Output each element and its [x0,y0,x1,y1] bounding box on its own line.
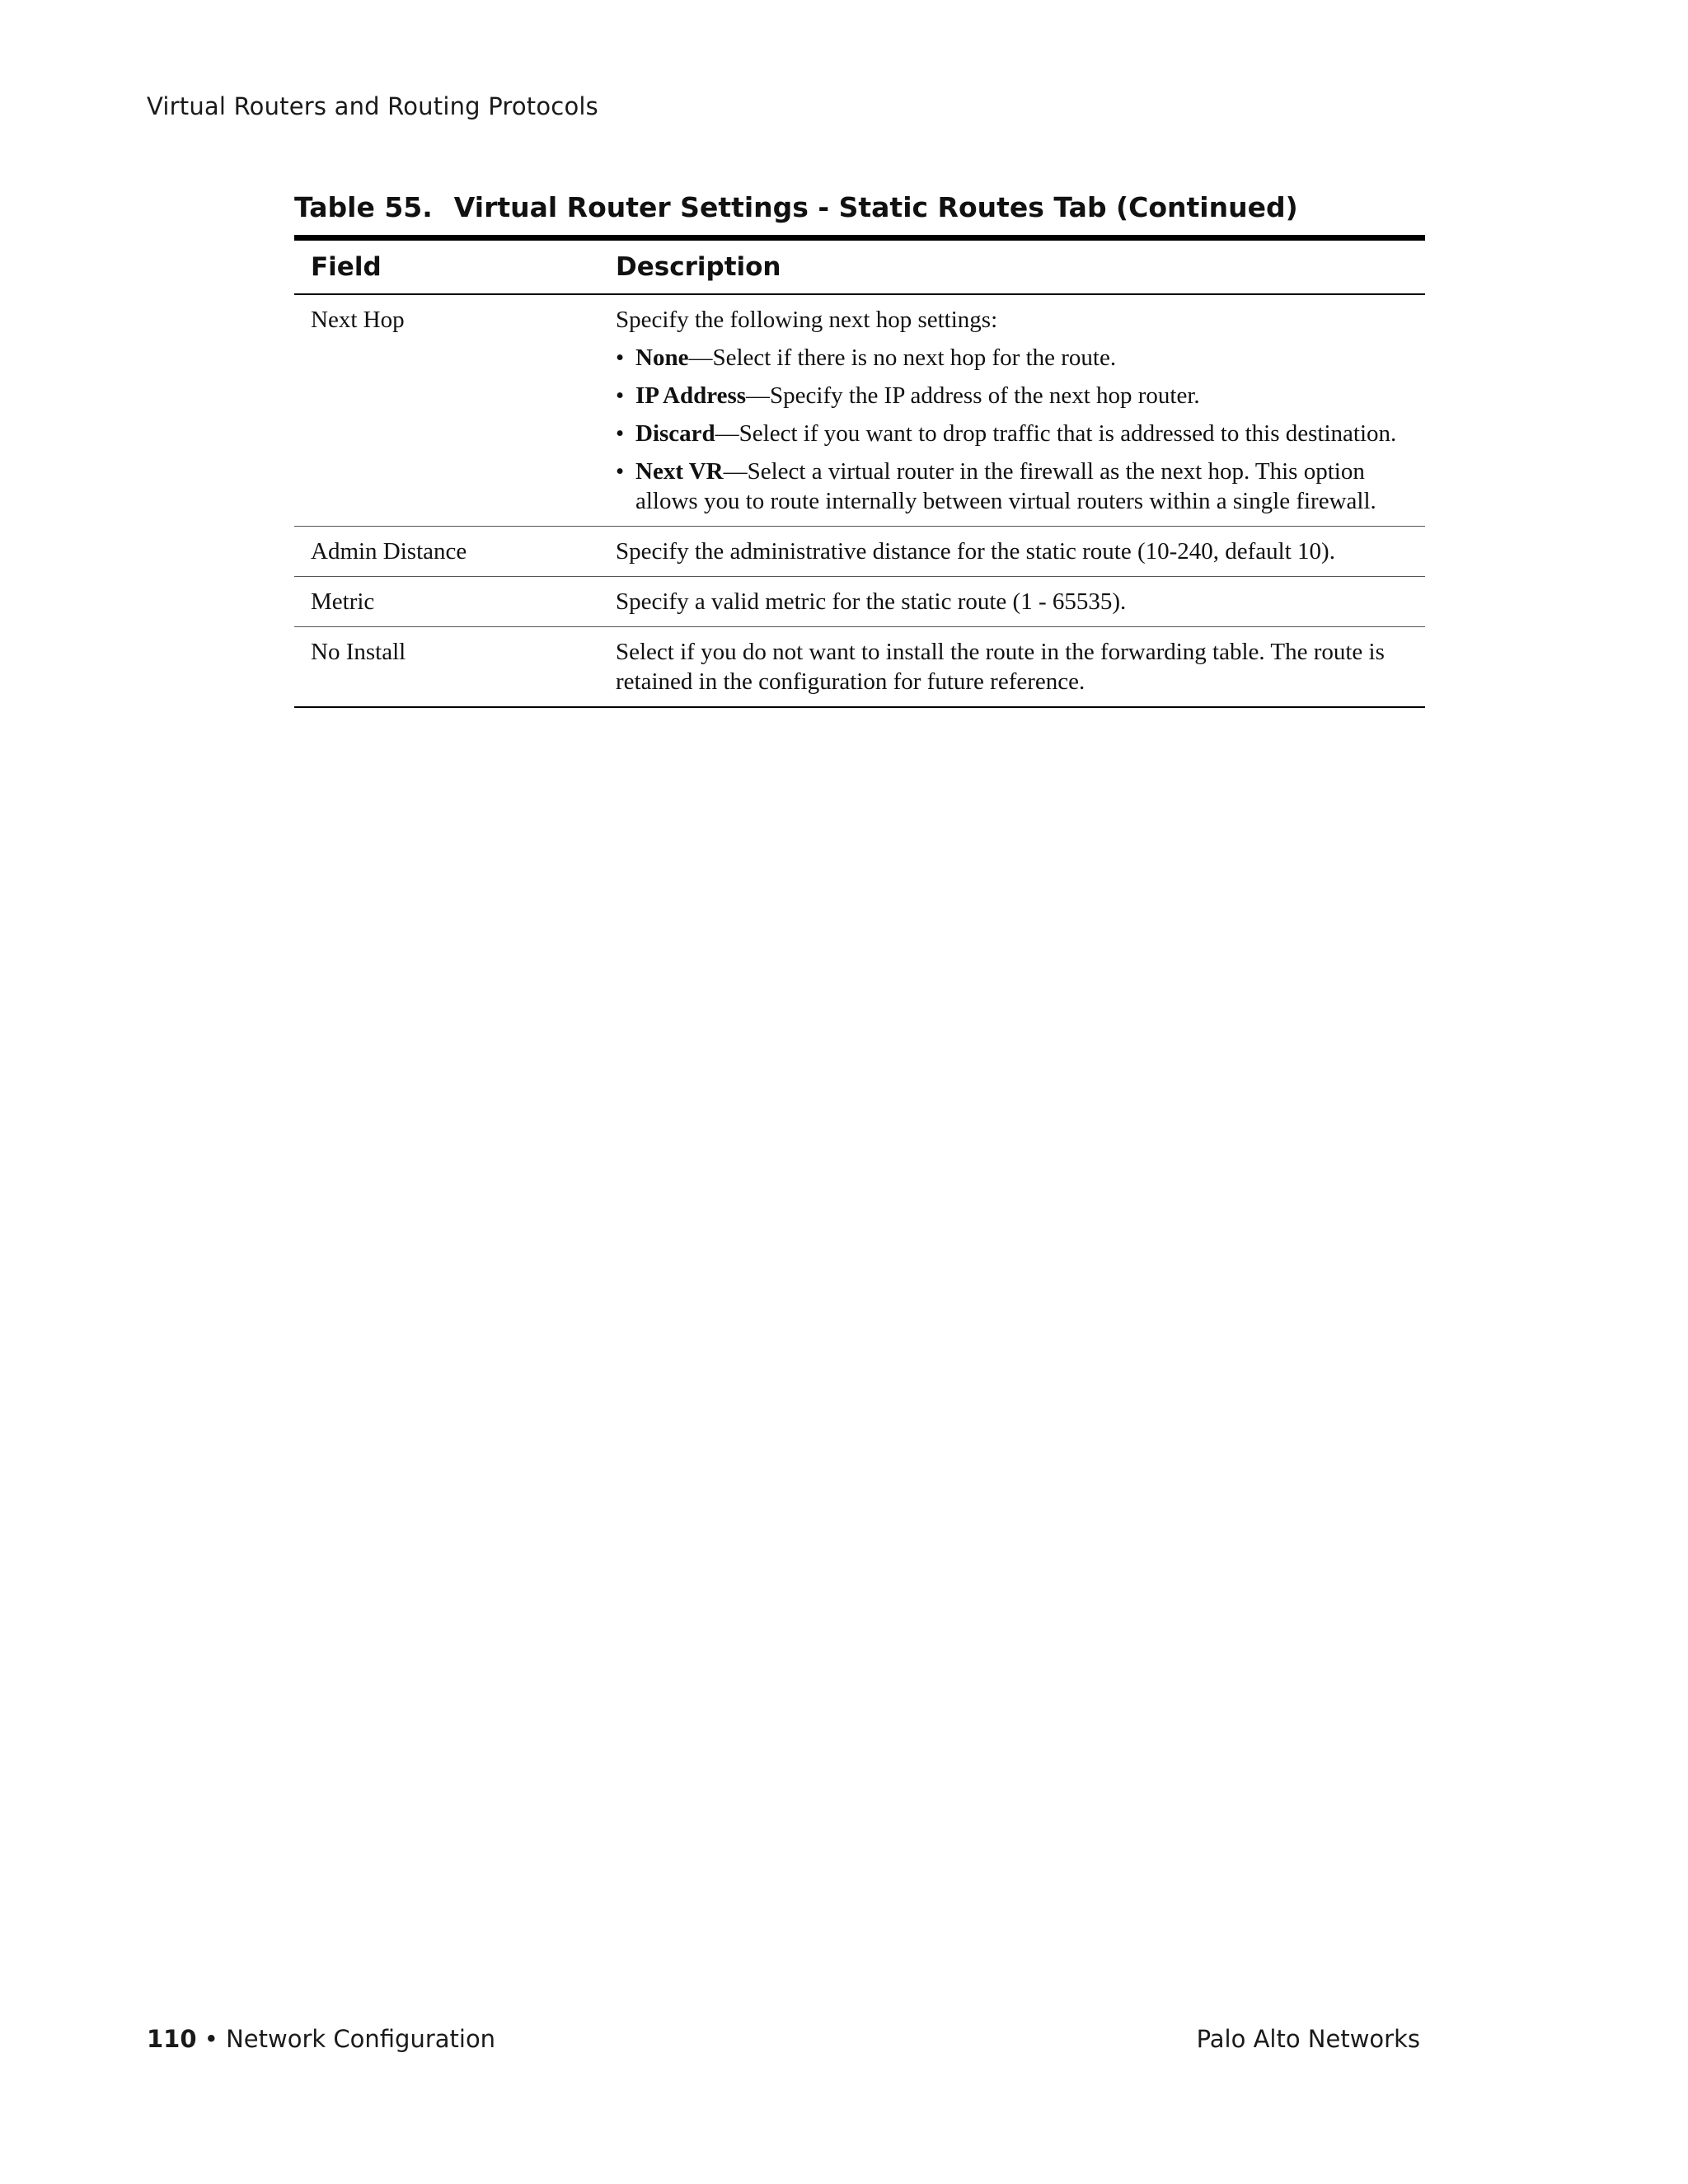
table-row-metric [294,577,1425,627]
footer-separator: • [196,2025,227,2053]
description-cell: Specify the administrative distance for the static route (10-240, default 10). [599,527,1425,577]
option-text: —Select a virtual router in the firewall as the next hop. This option allows you to route internally between virtual routers within a single firewall. [635,458,1376,514]
table-row-no-install [294,627,1425,708]
table-caption-number: Table 55. [294,191,433,223]
running-header: Virtual Routers and Routing Protocols [147,92,598,120]
option-term: IP Address [635,382,747,409]
table-header-row [294,238,1425,295]
option-text: —Select if there is no next hop for the route. [688,344,1117,371]
table-caption-title: Virtual Router Settings - Static Routes Tab (Continued) [453,191,1298,223]
option-text: —Specify the IP address of the next hop router. [746,382,1200,409]
description-cell: Select if you do not want to install the route in the forwarding table. The route is retained in the configuration for future reference. [599,627,1425,708]
field-cell: Metric [294,577,599,627]
page-number: 110 [147,2025,197,2053]
column-header-description: Description [599,238,1425,295]
table-caption [294,191,1298,223]
footer-left [147,2025,495,2053]
field-cell: Admin Distance [294,527,599,577]
list-item [616,457,1417,516]
footer-section: Network Configuration [226,2025,496,2053]
table-row-next-hop [294,294,1425,527]
list-item [616,343,1417,373]
column-header-field: Field [294,238,599,295]
next-hop-options-list [616,343,1417,516]
description-intro: Specify the following next hop settings: [616,307,998,333]
option-text: —Select if you want to drop traffic that is addressed to this destination. [715,420,1397,447]
field-cell: No Install [294,627,599,708]
list-item [616,381,1417,410]
list-item [616,419,1417,448]
option-term: Discard [635,420,715,447]
option-term: Next VR [635,458,724,485]
description-cell: Specify a valid metric for the static route (1 - 65535). [599,577,1425,627]
settings-table [294,235,1425,708]
table-row-admin-distance [294,527,1425,577]
footer-company: Palo Alto Networks [1196,2025,1420,2053]
description-cell [599,294,1425,527]
field-cell: Next Hop [294,294,599,527]
option-term: None [635,344,689,371]
